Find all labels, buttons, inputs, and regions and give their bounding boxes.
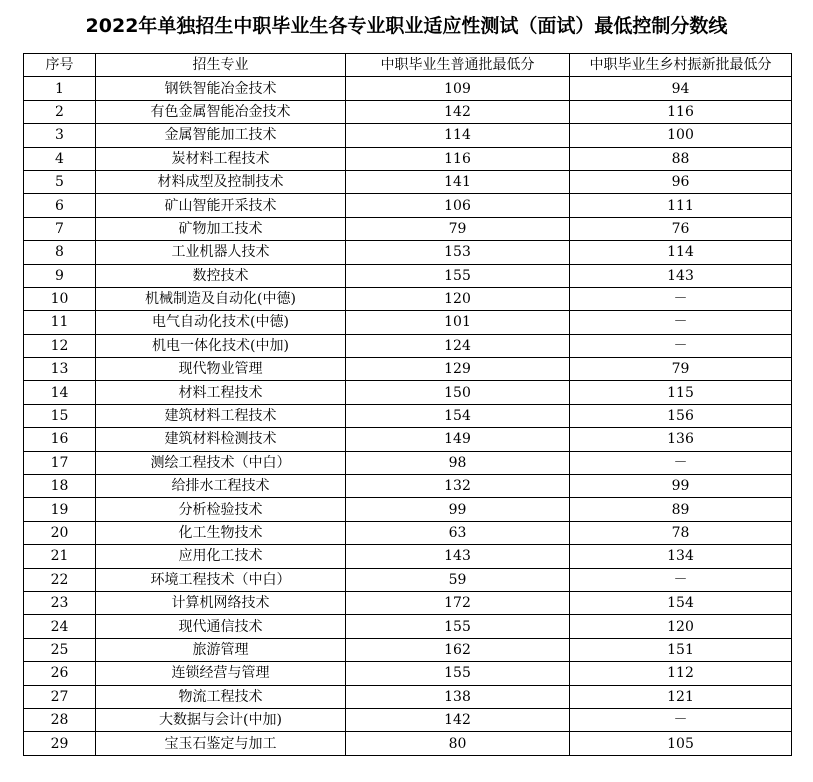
cell-no: 27 <box>24 685 96 708</box>
cell-major: 现代物业管理 <box>96 358 346 381</box>
cell-regular-score: 153 <box>346 241 570 264</box>
cell-rural-score: － <box>570 287 792 310</box>
cell-rural-score: － <box>570 568 792 591</box>
cell-rural-score: 100 <box>570 124 792 147</box>
cell-no: 11 <box>24 311 96 334</box>
cell-major: 大数据与会计(中加) <box>96 708 346 731</box>
cell-regular-score: 141 <box>346 170 570 193</box>
cell-rural-score: － <box>570 451 792 474</box>
cell-no: 14 <box>24 381 96 404</box>
score-table <box>23 53 792 756</box>
cell-no: 1 <box>24 77 96 100</box>
cell-regular-score: 142 <box>346 100 570 123</box>
cell-regular-score: 162 <box>346 638 570 661</box>
cell-no: 28 <box>24 708 96 731</box>
cell-regular-score: 120 <box>346 287 570 310</box>
table-row <box>24 147 792 170</box>
cell-no: 7 <box>24 217 96 240</box>
cell-no: 29 <box>24 732 96 755</box>
cell-major: 机械制造及自动化(中德) <box>96 287 346 310</box>
cell-major: 炭材料工程技术 <box>96 147 346 170</box>
table-body <box>24 77 792 755</box>
cell-major: 机电一体化技术(中加) <box>96 334 346 357</box>
table-row <box>24 381 792 404</box>
column-header-no: 序号 <box>24 54 96 77</box>
cell-major: 计算机网络技术 <box>96 591 346 614</box>
table-row <box>24 170 792 193</box>
cell-regular-score: 129 <box>346 358 570 381</box>
column-header-rural-score: 中职毕业生乡村振新批最低分 <box>570 54 792 77</box>
cell-regular-score: 101 <box>346 311 570 334</box>
cell-major: 分析检验技术 <box>96 498 346 521</box>
table-row <box>24 662 792 685</box>
table-row <box>24 287 792 310</box>
cell-regular-score: 79 <box>346 217 570 240</box>
cell-rural-score: 76 <box>570 217 792 240</box>
cell-regular-score: 106 <box>346 194 570 217</box>
table-row <box>24 475 792 498</box>
cell-rural-score: 105 <box>570 732 792 755</box>
cell-major: 化工生物技术 <box>96 521 346 544</box>
cell-regular-score: 149 <box>346 428 570 451</box>
cell-rural-score: 89 <box>570 498 792 521</box>
table-row <box>24 217 792 240</box>
cell-no: 22 <box>24 568 96 591</box>
table-row <box>24 591 792 614</box>
table-row <box>24 358 792 381</box>
cell-no: 23 <box>24 591 96 614</box>
table-row <box>24 77 792 100</box>
column-header-regular-score: 中职毕业生普通批最低分 <box>346 54 570 77</box>
cell-regular-score: 155 <box>346 264 570 287</box>
cell-rural-score: － <box>570 708 792 731</box>
cell-rural-score: 156 <box>570 404 792 427</box>
cell-no: 10 <box>24 287 96 310</box>
table-header <box>24 54 792 77</box>
cell-rural-score: － <box>570 311 792 334</box>
cell-regular-score: 143 <box>346 545 570 568</box>
cell-major: 建筑材料工程技术 <box>96 404 346 427</box>
cell-regular-score: 138 <box>346 685 570 708</box>
cell-no: 13 <box>24 358 96 381</box>
cell-no: 4 <box>24 147 96 170</box>
cell-rural-score: 112 <box>570 662 792 685</box>
cell-major: 建筑材料检测技术 <box>96 428 346 451</box>
cell-no: 2 <box>24 100 96 123</box>
cell-major: 物流工程技术 <box>96 685 346 708</box>
cell-regular-score: 99 <box>346 498 570 521</box>
cell-rural-score: 79 <box>570 358 792 381</box>
cell-regular-score: 172 <box>346 591 570 614</box>
cell-major: 宝玉石鉴定与加工 <box>96 732 346 755</box>
table-row <box>24 732 792 755</box>
cell-regular-score: 116 <box>346 147 570 170</box>
cell-no: 19 <box>24 498 96 521</box>
cell-no: 9 <box>24 264 96 287</box>
table-row <box>24 638 792 661</box>
cell-regular-score: 114 <box>346 124 570 147</box>
cell-no: 6 <box>24 194 96 217</box>
table-row <box>24 708 792 731</box>
cell-major: 旅游管理 <box>96 638 346 661</box>
cell-rural-score: 116 <box>570 100 792 123</box>
cell-no: 5 <box>24 170 96 193</box>
cell-major: 给排水工程技术 <box>96 475 346 498</box>
cell-no: 26 <box>24 662 96 685</box>
table-row <box>24 334 792 357</box>
cell-no: 3 <box>24 124 96 147</box>
cell-no: 17 <box>24 451 96 474</box>
cell-rural-score: 88 <box>570 147 792 170</box>
cell-major: 钢铁智能冶金技术 <box>96 77 346 100</box>
cell-rural-score: 78 <box>570 521 792 544</box>
header-row <box>24 54 792 77</box>
cell-no: 18 <box>24 475 96 498</box>
cell-rural-score: 154 <box>570 591 792 614</box>
cell-major: 材料工程技术 <box>96 381 346 404</box>
cell-rural-score: 115 <box>570 381 792 404</box>
cell-major: 应用化工技术 <box>96 545 346 568</box>
table-row <box>24 545 792 568</box>
cell-no: 20 <box>24 521 96 544</box>
cell-rural-score: 111 <box>570 194 792 217</box>
cell-major: 测绘工程技术（中白） <box>96 451 346 474</box>
table-row <box>24 568 792 591</box>
cell-regular-score: 150 <box>346 381 570 404</box>
table-row <box>24 124 792 147</box>
cell-major: 环境工程技术（中白） <box>96 568 346 591</box>
cell-rural-score: 136 <box>570 428 792 451</box>
cell-regular-score: 98 <box>346 451 570 474</box>
cell-major: 连锁经营与管理 <box>96 662 346 685</box>
cell-major: 工业机器人技术 <box>96 241 346 264</box>
cell-major: 数控技术 <box>96 264 346 287</box>
table-row <box>24 685 792 708</box>
cell-regular-score: 59 <box>346 568 570 591</box>
table-row <box>24 498 792 521</box>
table-row <box>24 428 792 451</box>
table-row <box>24 100 792 123</box>
cell-regular-score: 155 <box>346 662 570 685</box>
cell-regular-score: 109 <box>346 77 570 100</box>
cell-no: 15 <box>24 404 96 427</box>
cell-regular-score: 63 <box>346 521 570 544</box>
cell-regular-score: 155 <box>346 615 570 638</box>
cell-rural-score: 114 <box>570 241 792 264</box>
table-row <box>24 451 792 474</box>
cell-rural-score: 120 <box>570 615 792 638</box>
cell-regular-score: 154 <box>346 404 570 427</box>
cell-no: 24 <box>24 615 96 638</box>
table-row <box>24 615 792 638</box>
cell-no: 12 <box>24 334 96 357</box>
cell-no: 21 <box>24 545 96 568</box>
cell-regular-score: 80 <box>346 732 570 755</box>
cell-major: 电气自动化技术(中德) <box>96 311 346 334</box>
cell-regular-score: 132 <box>346 475 570 498</box>
table-row <box>24 311 792 334</box>
cell-rural-score: 143 <box>570 264 792 287</box>
cell-major: 材料成型及控制技术 <box>96 170 346 193</box>
document-title: 2022年单独招生中职毕业生各专业职业适应性测试（面试）最低控制分数线 <box>85 15 728 37</box>
cell-no: 16 <box>24 428 96 451</box>
cell-regular-score: 124 <box>346 334 570 357</box>
cell-regular-score: 142 <box>346 708 570 731</box>
cell-rural-score: 151 <box>570 638 792 661</box>
table-row <box>24 241 792 264</box>
table-row <box>24 264 792 287</box>
table-row <box>24 404 792 427</box>
cell-major: 现代通信技术 <box>96 615 346 638</box>
cell-no: 8 <box>24 241 96 264</box>
cell-major: 矿物加工技术 <box>96 217 346 240</box>
cell-no: 25 <box>24 638 96 661</box>
cell-rural-score: 99 <box>570 475 792 498</box>
cell-rural-score: 94 <box>570 77 792 100</box>
cell-rural-score: 121 <box>570 685 792 708</box>
cell-major: 矿山智能开采技术 <box>96 194 346 217</box>
cell-rural-score: 96 <box>570 170 792 193</box>
cell-rural-score: 134 <box>570 545 792 568</box>
cell-major: 有色金属智能冶金技术 <box>96 100 346 123</box>
cell-major: 金属智能加工技术 <box>96 124 346 147</box>
table-row <box>24 194 792 217</box>
cell-rural-score: － <box>570 334 792 357</box>
table-row <box>24 521 792 544</box>
column-header-major: 招生专业 <box>96 54 346 77</box>
